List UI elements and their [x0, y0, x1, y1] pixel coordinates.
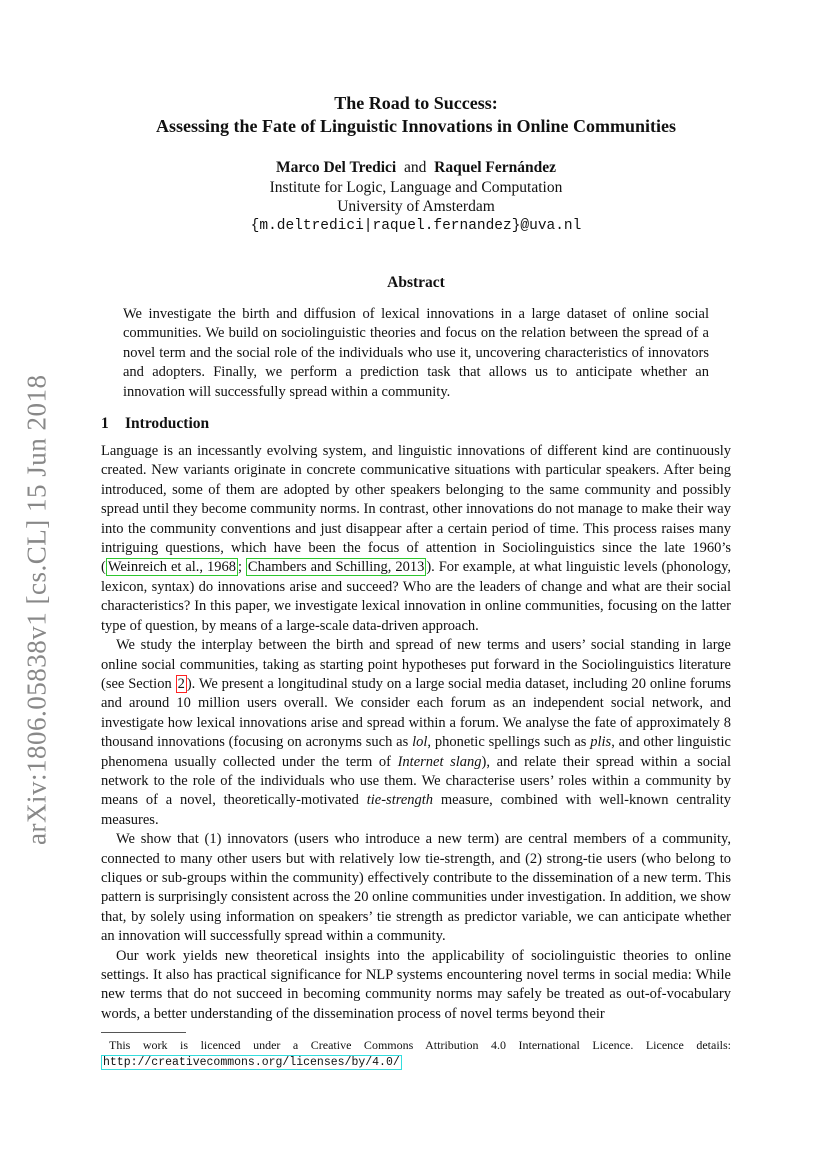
p2-emph-tie-strength: tie-strength [366, 792, 434, 809]
paragraph-1 [101, 442, 731, 636]
abstract-text: We investigate the birth and diffusion of lexical innovations in a large dataset of online social communities. We build on sociolinguistic theories and focus on the relation between the spread of a novel term and the social role of the individuals who use it, uncovering characteristics of innovators and adopters. Finally, we perform a prediction task that allows us to anticipate whether an innovation will successfully spread within a community. [123, 306, 709, 400]
affiliation-institute: Institute for Logic, Language and Computation [269, 178, 563, 196]
p1-text-a: Language is an incessantly evolving system, and linguistic innovations of different kind are continuously created. New variants originate in concrete communicative situations with particular speakers. After being introduced, some of them are adopted by other speakers belonging to the same community and possibly spread until they become community norms. In contrast, other innovations do not manage to make their way into the community conventions and just disappear after a certain period of time. This process raises many intriguing questions, which have been the focus of attention in Sociolinguistics since the late 1960’s ( [101, 443, 731, 576]
section-number: 1 [101, 415, 109, 433]
title-line-1: The Road to Success: [334, 93, 498, 113]
footnote-text: This work is licenced under a Creative Commons Attribution 4.0 International Licence. Licence details: [109, 1038, 731, 1053]
p2-text-e: ), and relate their spread within a social network to the role of the individuals who use them. We characterise users’ roles within a community by means of a novel, theoretically-motivated [101, 753, 731, 809]
citation-chambers[interactable]: Chambers and Schilling, 2013 [247, 559, 425, 576]
section-ref-link[interactable]: 2 [177, 675, 185, 692]
footnote [101, 1037, 731, 1071]
citation-weinreich[interactable]: Weinreich et al., 1968 [107, 559, 236, 576]
paper-page [101, 92, 731, 1071]
p2-text-d: , and other linguistic phenomena usually collected under the term of [101, 734, 731, 770]
section-body [101, 442, 731, 1024]
affiliation-university: University of Amsterdam [337, 198, 495, 215]
paragraph-2 [101, 636, 731, 830]
paper-title [101, 92, 731, 138]
section-heading [101, 415, 731, 433]
author-block [101, 158, 731, 236]
title-line-2: Assessing the Fate of Linguistic Innovations in Online Communities [155, 116, 677, 136]
author-1: Marco Del Tredici [276, 159, 397, 176]
author-2: Raquel Fernández [434, 159, 556, 176]
section-title: Introduction [125, 415, 210, 433]
p2-emph-internet-slang: Internet slang [397, 753, 482, 770]
footnote-rule [101, 1032, 186, 1033]
p1-text-b: ). For example, at what linguistic levels (phonology, lexicon, syntax) do innovations arise and succeed? Who are the leaders of change and what are their social characteristics? In this paper, we investigate lexical innovation in online communities, focusing on the latter type of question, by means of a large-scale data-driven approach. [101, 559, 731, 634]
p1-separator: ; [237, 559, 246, 576]
p2-emph-lol: lol [412, 734, 428, 751]
p2-text-f: measure, combined with well-known centrality measures. [101, 792, 731, 828]
author-conjunction: and [404, 159, 427, 176]
author-emails: {m.deltredici|raquel.fernandez}@uva.nl [250, 217, 582, 234]
p2-text-b: ). We present a longitudinal study on a large social media dataset, including 20 online forums and around 10 million users overall. We consider each forum as an independent social network, and investigate how lexical innovations arise and spread within a forum. We analyse the fate of approximately 8 thousand innovations (focusing on acronyms such as [101, 675, 731, 751]
abstract-heading: Abstract [387, 274, 445, 291]
paragraph-4: Our work yields new theoretical insights into the applicability of sociolinguistic theories to online settings. It also has practical significance for NLP systems encountering novel terms in social media: While new terms that do not succeed in becoming community norms may safely be treated as out-of-vocabulary words, a better understanding of the dissemination process of novel terms beyond their [101, 947, 731, 1022]
p2-text-c: , phonetic spellings such as [427, 734, 591, 751]
p2-emph-plis: plis [590, 734, 612, 751]
author-names [101, 158, 731, 178]
license-url-link[interactable]: http://creativecommons.org/licenses/by/4.0/ [103, 1056, 400, 1070]
paragraph-3: We show that (1) innovators (users who introduce a new term) are central members of a community, connected to many other users but with relatively low tie-strength, and (2) strong-tie users (who belong to cliques or sub-groups within the community) effectively contribute to the dissemination of a new term. This pattern is surprisingly consistent across the 20 online communities under investigation. In addition, we show that, by solely using information on speakers’ tie strength as predictor variable, we can anticipate whether an innovation will successfully spread within a community. [101, 831, 731, 945]
arxiv-identifier: arXiv:1806.05838v1 [cs.CL] 15 Jun 2018 [21, 374, 52, 846]
p2-text-a: We study the interplay between the birth and spread of new terms and users’ social standing in large online social communities, taking as starting point hypotheses put forward in the Sociolinguistics literature (see Section [101, 637, 731, 692]
